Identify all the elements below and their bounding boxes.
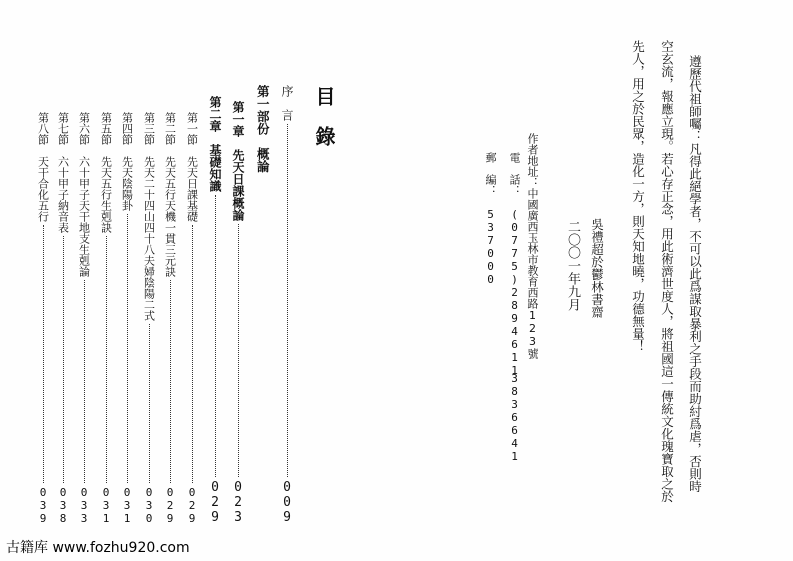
dot-leader bbox=[238, 224, 239, 477]
preface-line-2: 空玄流，報應立現。若心存正念，用此術濟世度人，將祖國這一傳統文化瑰寶取之於 bbox=[659, 40, 675, 503]
toc-entry-section-6[interactable] bbox=[77, 112, 91, 525]
toc-page-number: 030 bbox=[142, 486, 156, 525]
toc-title: 目 錄 bbox=[312, 86, 336, 146]
toc-page-number: 023 bbox=[230, 480, 246, 525]
toc-page-number: 031 bbox=[99, 486, 113, 525]
toc-label: 第七節 六十甲子納音表 bbox=[56, 112, 70, 233]
phone-number-2: 3836641 bbox=[508, 372, 521, 463]
dot-leader bbox=[43, 225, 44, 483]
toc-label: 第四節 先天陰陽卦 bbox=[120, 112, 134, 211]
toc-label: 第八節 天干合化五行 bbox=[36, 112, 50, 222]
preface-line-3: 先人，用之於民眾，造化一方，則天知地曉，功德無量！ bbox=[630, 40, 646, 353]
dot-leader bbox=[63, 236, 64, 483]
dot-leader bbox=[127, 214, 128, 483]
toc-label: 第一部份 概論 bbox=[255, 85, 271, 173]
toc-label: 第一章 先天日課概論 bbox=[231, 101, 245, 221]
postcode-value: 537000 bbox=[484, 208, 497, 286]
toc-label: 第三節 先天二十四山四十八夫婦陰陽二式 bbox=[142, 112, 156, 321]
toc-entry-chapter-1[interactable] bbox=[230, 101, 246, 525]
author-signature: 吳禮超於鬱林書齋 bbox=[589, 218, 605, 318]
toc-page-number: 029 bbox=[163, 486, 177, 525]
author-address: 作者地址：中國廣西玉林市教育西路123號 bbox=[526, 133, 539, 359]
phone-label: 電 話： bbox=[508, 152, 521, 196]
toc-entry-section-8[interactable] bbox=[36, 112, 50, 525]
toc-entry-section-2[interactable] bbox=[163, 112, 177, 525]
toc-page-number: 033 bbox=[77, 486, 91, 525]
dot-leader bbox=[287, 124, 288, 477]
dot-leader bbox=[149, 324, 150, 483]
toc-page-number: 009 bbox=[279, 480, 295, 525]
toc-entry-section-5[interactable] bbox=[99, 112, 113, 525]
toc-entry-chapter-2[interactable] bbox=[207, 96, 223, 525]
toc-page-number: 029 bbox=[185, 486, 199, 525]
preface-line-1: 遵歷代祖師囑：凡得此絕學者，不可以此爲謀取暴利之手段而助紂爲虐，否則時 bbox=[687, 55, 703, 493]
toc-page-number: 031 bbox=[120, 486, 134, 525]
site-watermark: 古籍库 www.fozhu920.com bbox=[6, 540, 190, 556]
dot-leader bbox=[170, 280, 171, 483]
toc-entry-section-7[interactable] bbox=[56, 112, 70, 525]
toc-entry-part-1[interactable] bbox=[254, 85, 270, 173]
dot-leader bbox=[84, 280, 85, 483]
toc-page-number: 038 bbox=[56, 486, 70, 525]
toc-label: 第二章 基礎知識 bbox=[208, 96, 222, 192]
dot-leader bbox=[106, 236, 107, 483]
toc-entry-section-1[interactable] bbox=[185, 112, 199, 525]
dot-leader bbox=[215, 195, 216, 477]
toc-page-number: 039 bbox=[36, 486, 50, 525]
dot-leader bbox=[192, 225, 193, 483]
toc-label: 第一節 先天日課基礎 bbox=[185, 112, 199, 222]
toc-entry-section-4[interactable] bbox=[120, 112, 134, 525]
toc-label: 第五節 先天五行生剋訣 bbox=[99, 112, 113, 233]
preface-date: 二〇〇一年九月 bbox=[565, 220, 580, 311]
phone-number-1: (0775)2894611 bbox=[508, 208, 521, 377]
postcode-label: 郵 編： bbox=[484, 152, 497, 196]
toc-label: 第六節 六十甲子天干地支生剋論 bbox=[77, 112, 91, 277]
toc-label: 序 言 bbox=[280, 85, 294, 121]
toc-label: 第二節 先天五行天機一貫三元訣 bbox=[163, 112, 177, 277]
toc-entry-section-3[interactable] bbox=[142, 112, 156, 525]
toc-page-number: 029 bbox=[207, 480, 223, 525]
toc-entry-preface[interactable] bbox=[279, 85, 295, 525]
